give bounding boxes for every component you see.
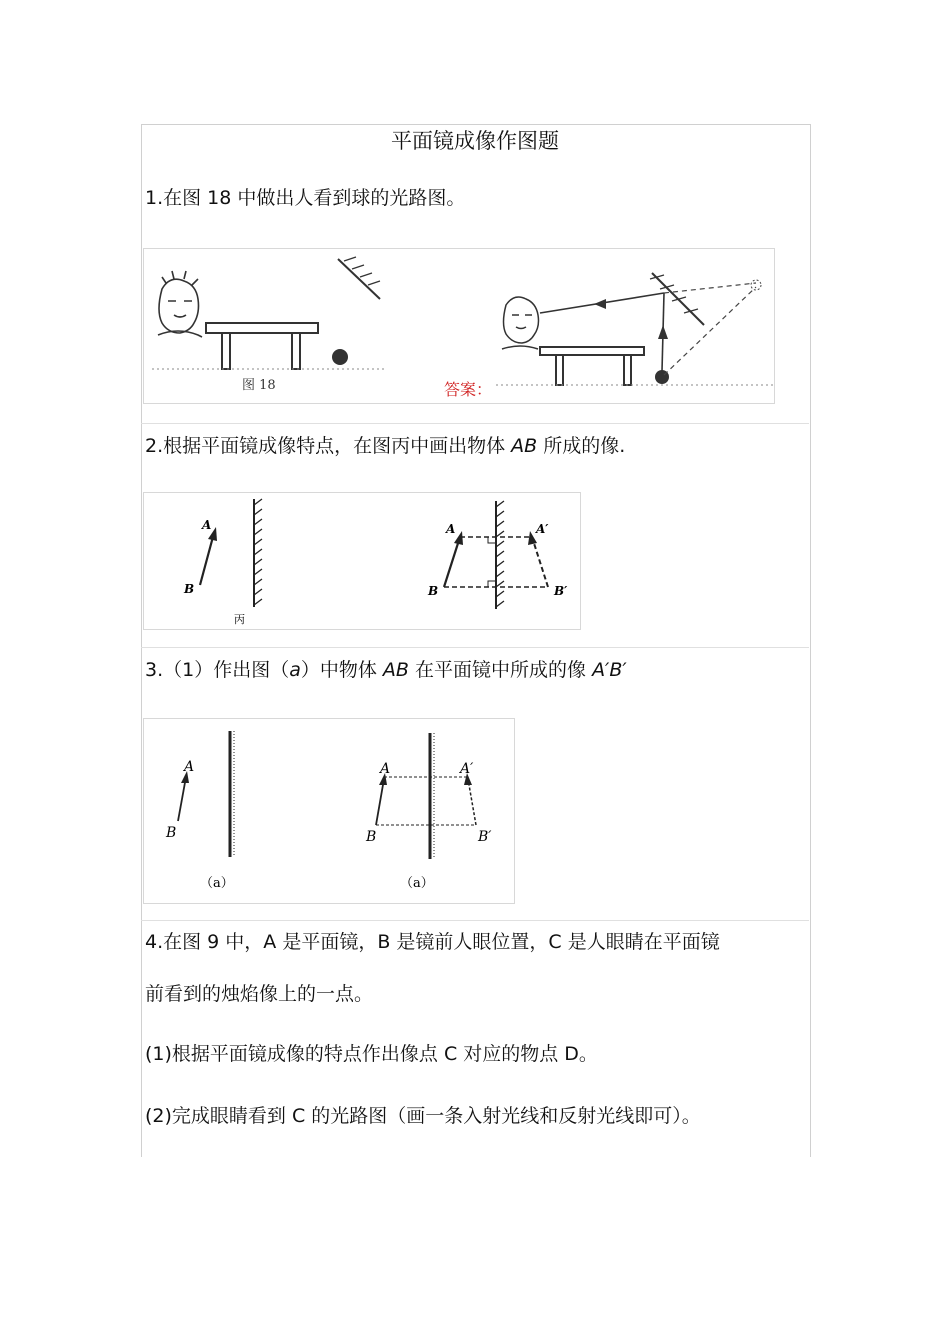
q3-var-image: A′B′ bbox=[592, 659, 627, 681]
figure-3-label-right: （a） bbox=[400, 876, 434, 891]
person-left bbox=[158, 271, 202, 337]
q2-text-part: 2.根据平面镜成像特点，在图丙中画出物体 bbox=[145, 435, 512, 457]
q3-var-ab: AB bbox=[382, 659, 409, 681]
image-ab-3 bbox=[468, 779, 476, 825]
mirror-right bbox=[650, 273, 704, 325]
question-1-text: 1.在图 18 中做出人看到球的光路图。 bbox=[145, 187, 466, 209]
q2-var: AB bbox=[511, 435, 538, 457]
figure-1-label: 图 18 bbox=[242, 378, 276, 393]
figure-3 bbox=[143, 718, 515, 904]
label-b-3r: B bbox=[366, 829, 377, 845]
answer-label: 答案： bbox=[444, 380, 493, 399]
object-ab-left bbox=[200, 533, 214, 585]
mirror-2-left bbox=[254, 499, 262, 607]
figure-2-drawing bbox=[144, 493, 580, 629]
figure-1-drawing bbox=[144, 249, 774, 403]
figure-3-drawing bbox=[144, 719, 514, 903]
q3-text-part: 在平面镜中所成的像 bbox=[408, 659, 593, 681]
label-a-prime: A′ bbox=[536, 522, 549, 536]
object-ab-3-left bbox=[178, 777, 186, 821]
ball-left bbox=[332, 349, 348, 365]
figure-3-label-left: （a） bbox=[200, 876, 234, 891]
mirror-2-right bbox=[496, 501, 504, 609]
virtual-ray bbox=[664, 283, 756, 293]
label-a-right: A bbox=[446, 522, 456, 536]
ball-image bbox=[751, 280, 761, 290]
label-b-right: B bbox=[428, 584, 439, 598]
table-left bbox=[206, 323, 318, 369]
question-4-sub-2: (2)完成眼睛看到 C 的光路图（画一条入射光线和反射光线即可）。 bbox=[145, 1105, 701, 1127]
figure-1 bbox=[143, 248, 775, 404]
object-ab-3-right bbox=[376, 779, 384, 825]
label-a-3r: A bbox=[380, 761, 391, 777]
divider bbox=[141, 423, 809, 424]
divider bbox=[141, 647, 809, 648]
label-a-prime-3: A′ bbox=[460, 761, 474, 777]
right-angle-marks bbox=[488, 537, 496, 587]
label-a-3: A bbox=[184, 759, 195, 775]
mirror-3-left bbox=[230, 731, 234, 857]
label-b-prime: B′ bbox=[554, 584, 568, 598]
figure-2 bbox=[143, 492, 581, 630]
label-b-prime-3: B′ bbox=[478, 829, 492, 845]
question-2-text bbox=[145, 434, 625, 458]
object-ab-right bbox=[444, 537, 460, 587]
q3-text-part: 3.（1）作出图（ bbox=[145, 659, 290, 681]
q3-var-a: a bbox=[289, 659, 301, 681]
divider bbox=[141, 920, 809, 921]
mirror-left bbox=[338, 257, 380, 299]
question-3-text bbox=[145, 658, 627, 682]
figure-2-label: 丙 bbox=[234, 613, 245, 626]
q2-text-part: 所成的像. bbox=[537, 435, 626, 457]
q3-text-part: ）中物体 bbox=[300, 659, 383, 681]
label-b-3: B bbox=[166, 825, 177, 841]
mirror-3-right bbox=[430, 733, 434, 859]
page-title: 平面镜成像作图题 bbox=[391, 129, 559, 153]
label-b: B bbox=[184, 582, 195, 596]
person-right bbox=[502, 297, 539, 349]
table-right bbox=[540, 347, 644, 385]
label-a: A bbox=[202, 518, 212, 532]
incident-ray-arrow bbox=[658, 325, 668, 339]
reflected-ray-arrow bbox=[594, 299, 606, 309]
image-ab bbox=[532, 537, 548, 587]
question-4-sub-1: (1)根据平面镜成像的特点作出像点 C 对应的物点 D。 bbox=[145, 1043, 598, 1065]
question-4-line-2: 前看到的烛焰像上的一点。 bbox=[145, 983, 374, 1005]
question-4-line-1: 4.在图 9 中，A 是平面镜，B 是镜前人眼位置，C 是人眼睛在平面镜 bbox=[145, 931, 720, 953]
object-ab-right-arrow bbox=[454, 531, 463, 545]
